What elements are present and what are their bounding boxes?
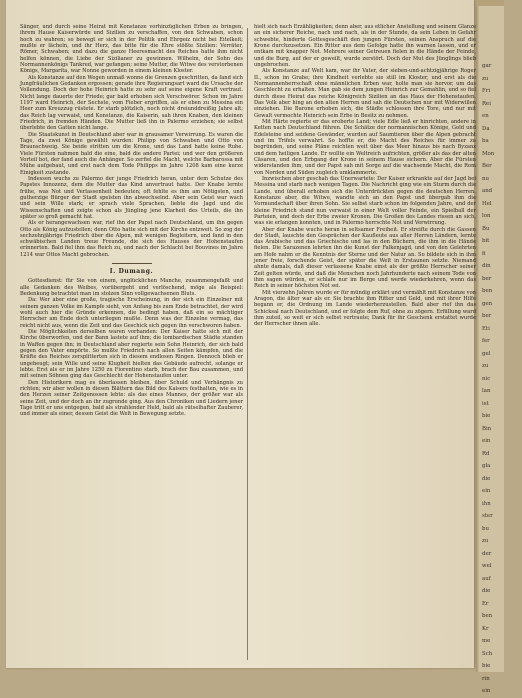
next-page-fragment: Sch (482, 650, 493, 657)
next-page-fragment: ba (482, 138, 489, 144)
next-page-fragment: Ber (482, 163, 492, 169)
next-page-fragment: and (482, 188, 493, 194)
next-page-fragment: gar (482, 63, 492, 69)
next-page-fragment: ist (482, 400, 489, 407)
next-page-fragment: bie (482, 663, 491, 669)
next-page-fragment: Er (482, 600, 489, 607)
next-page-fragment: ihn (482, 500, 491, 507)
next-page-fragment: der (482, 550, 492, 557)
paragraph: Als Konstanze auf Welt kam, war ihr Vater, der sieben-und-achtzigjährige Roger II., schon im Grabe; ihre Kindheit verlebte sie still im Kloster, und erst als die Normannenherrschaft ohne männlichen Erben war, holte man sie hervor, um das Geschlecht zu erhalten. Man gab sie dem jungen Heinrich zur Gemahlin, und so fiel durch diese Heirat das reiche Königreich Sizilien an das Haus der Hohenstaufen. Das Volk aber hing an den alten Herren und sah die Deutschen nur mit Widerwillen einziehen. Die Barone erhoben sich, die Städte schlossen ihre Tore, und nur mit Gewalt vermochte Heinrich sein Erbe in Besitz zu nehmen. (254, 68, 476, 119)
next-page-fragment: Hel (482, 200, 492, 207)
next-page-fragment: zu (482, 75, 489, 82)
next-page-fragment: Da (482, 125, 490, 132)
paragraph: Als er herangewachsen war, rief ihn der Papst nach Deutschland, um ihn gegen Otto als König aufzustellen; denn Otto hatte sich mit der Kirche entzweit. So zog der sechzehnjährige Friedrich über die Alpen, mit wenigen Begleitern, und fand in den schwäbischen Landen treue Freunde, die sich des Hauses der Hohenstaufen erinnerten. Bald fiel ihm das Reich zu, und nach der Schlacht bei Bouvines im Jahre 1214 war Ottos Macht gebrochen. (20, 220, 243, 258)
next-page-fragment: ben (482, 288, 493, 294)
paragraph: Aber der Knabe wuchs heran in seltsamer Freiheit. Er streifte durch die Gassen der Stadt, lauschte den Gesprächen der Kaufleute aus aller Herren Ländern, lernte das Arabische und das Griechische und las in den Büchern, die ihm in die Hände fielen. Die Sarazenen lehrten ihn die Kunst der Falkenjagd, und von den Gelehrten am Hofe nahm er die Kenntnis der Sterne und der Natur an. So bildete sich in ihm jener freie, forschende Geist, der später die Welt in Erstaunen setzte. Niemand ahnte damals, daß dieser verlassene Knabe einst als der größte Herrscher seiner Zeit gelten würde, und daß die Menschen noch Jahrhunderte nach seinem Tode von ihm sagen würden, er schlafe nur im Berge und werde wiederkehren, wenn das Reich in seiner höchsten Not sei. (254, 226, 476, 290)
next-page-fragment: Eti (482, 325, 490, 332)
page-corner (476, 0, 504, 6)
paragraph: Da: Wer aber eine große, tragische Erscheinung, in der sich ein Einzelner mit seinem ganzen Volke im Kampfe sieht, von Anfang bis zum Ende betrachtet, der wird wohl auch hier die Gründe erkennen, die bedingt haben, daß ein so mächtiger Herrscher am Ende doch unterliegen mußte. Denn was der Einzelne vermag, das reicht nicht aus, wenn die Zeit und das Geschick sich gegen ihn verschworen haben. (20, 297, 243, 329)
next-page-fragment: ein (482, 488, 491, 494)
next-page-fragment: Kr (482, 625, 489, 632)
next-page-fragment: bu (482, 525, 489, 532)
next-page-fragment: bit (482, 238, 490, 244)
next-page-fragment: gla (482, 463, 491, 469)
next-page-fragment: Bu (482, 225, 490, 232)
paragraph: Die Staatskunst in Deutschland aber war in grausamer Verwirrung. Es waren die Tage, da zwei Könige gewählt wurden: Philipp von Schwaben und Otto von Braunschweig. Sie beide stritten um die Krone, und das Land hatte keine Ruhe. Viele Fürsten nahmen bald die eine, bald die andere Partei; und wer den größeren Vorteil bot, der fand auch die Anhänger. So zerfiel die Macht, welche Barbarossa mit Mühe aufgebaut, und erst nach dem Tode Philipps im Jahre 1208 kam eine kurze Einigkeit zustande. (20, 131, 243, 176)
next-page-fragment: gel (482, 350, 491, 357)
next-page-fragment: nic (482, 375, 491, 382)
next-page-fragment: zu (482, 538, 489, 544)
next-page-fragment: Bin (482, 425, 492, 432)
text-column-left (20, 24, 243, 664)
paragraph: Mit vierzehn Jahren wurde er für mündig erklärt und vermählt mit Konstanze von Aragon, die älter war als er. Sie brachte ihm Ritter und Geld, und mit ihrer Hilfe begann er, die Ordnung im Lande wiederherzustellen. Bald aber rief ihn das Schicksal nach Deutschland, und er folgte dem Ruf, ohne zu zögern. Erfüllung ward ihm zuteil, so weit er sich selbst vertraute; Dank für ihr Geschenk erstattet wurde der Herrscher ihnen alle. (254, 289, 476, 328)
next-page-fragment: lan (482, 388, 491, 394)
next-page-edge (476, 0, 504, 694)
next-page-fragment: ein (482, 688, 491, 694)
next-page-fragment: Rd (482, 450, 490, 457)
paragraph: hielt sich nach Erzähligkeiten; denn aber, aus etlicher Anstellung und seinem Glanze an ein sicherer Reiche, nach und nach, als in der Stunde, da sein Leben in Gefahr schwebte, hinderte Gottesgeschäft den jungen Fürsten, seinen Anspruch auf die Krone durchzusetzen. Ein Ritter aus dem Gefolge hatte ihn warnen lassen, und er entkam mit knapper Not. Mehrere seiner Getreuen fielen in die Hände der Feinde, und die Burg, auf der er geweilt, wurde zerstört. Doch der Mut des Jünglings blieb ungebrochen. (254, 24, 476, 68)
paragraph: Die Möglichkeiten derselben waren vorhanden: Der Kaiser hatte sich mit der Kirche überworfen, und der Bann lastete auf ihm; die lombardischen Städte standen in Waffen gegen ihn; in Deutschland aber regierte sein Sohn Heinrich, der sich bald gegen den Vater empörte. So mußte Friedrich nach allen Seiten kämpfen, und die Kräfte des Reiches zersplitterten sich in diesem endlosen Ringen. Dennoch blieb er ungebeugt; sein Wille und seine Klugheit hielten das Gebäude aufrecht, solange er lebte. Erst als er im Jahre 1250 zu Fiorentino starb, brach der Bau zusammen, und mit seinen Söhnen ging das Geschlecht der Hohenstaufen unter. (20, 329, 243, 380)
paragraph: Den Historikern mag es überlassen bleiben, über Schuld und Verhängnis zu richten; wir aber wollen in diesen Blättern das Bild des Kaisers festhalten, wie es in den Herzen seiner Zeitgenossen lebte: als das eines Mannes, der größer war als seine Zeit, und der doch an ihr zugrunde ging. Aus den Chroniken und Liedern jener Tage tritt er uns entgegen, bald als strahlender Held, bald als rätselhafter Zauberer, und immer als einer, dessen Geist die Welt in Bewegung setzte. (20, 379, 243, 418)
section-separator (112, 263, 152, 264)
next-page-fragment: din (482, 263, 491, 269)
next-page-fragment: zu (482, 363, 489, 369)
next-page-fragment: Mon (482, 150, 495, 157)
next-page-fragment: nu (482, 175, 489, 182)
next-page-fragment: auf (482, 575, 491, 582)
next-page-fragment: rin (482, 675, 490, 682)
section-heading: I. Dumang. (109, 268, 154, 276)
paragraph: Sänger, und durch seine Heirat mit Konstanze vorhinzüglichen Erben zu bringen, ihrem Hause Kaiserwürde und Sizilien zu verschaffen, von den Schwaben, schon hoch zu wahren; so bewegt er sich in der Politik und Ehrgeiz nicht bei Eitelkeit; mußte er lächeln, und ihr Herz, das bitte für die Ehre stößte Sizilien: Verräter, Römer, Schwaben; und dazu die ganze Heeresmacht des Reiches hatte ihm nicht helfen können, die Liebe der Sizilianer zu gewinnen. Wilhelm, der Sohn des Normannenkönigs Tankred, war gefangen; seine Mutter, die Witwe des verstorbenen Königs, Margarita, war Nonne geworden in einem kleinen Kloster. (20, 24, 243, 75)
paragraph: Inzwischen aber geschah das Unerwartete: Der Kaiser erkrankte auf der Jagd bei Messina und starb nach wenigen Tagen. Die Nachricht ging wie ein Sturm durch die Lande, und überall erhoben sich die Unterdrückten gegen die deutschen Herren. Konstanze aber, die Witwe, wandte sich an den Papst und übergab ihm die Vormundschaft über ihren Sohn. Sie selbst starb schon im folgenden Jahre, und der kleine Friedrich stand nun verwaist in einer Welt voller Feinde, ein Spielball der Parteien, und doch der Erbe zweier Kronen. Die Großen des Landes rissen an sich, was sie erlangen konnten, und in Palermo herrschte Not und Verwirrung. (254, 175, 476, 227)
next-page-fragment: Rei (482, 100, 491, 107)
book-page (6, 0, 474, 668)
text-column-right (254, 24, 476, 664)
next-page-fragment: ben (482, 613, 493, 619)
next-page-fragment: en (482, 113, 489, 119)
next-page-fragment: fer (482, 338, 490, 344)
next-page-fragment: bie (482, 413, 491, 419)
next-page-fragment: ber (482, 313, 492, 319)
next-page-fragment: die (482, 475, 491, 482)
page-fold-shadow (476, 0, 479, 672)
paragraph: Gottesdienst: für Sie von einem, unglücklichen Manche, zusammengefaßt und alle Gedanken des Weibes, vorübergeht und verlöschend, möge als Beispiel: Bedenkung betrachtet man im stolzen Sinn vollgewachsenen Bluts. (20, 278, 243, 298)
paragraph: Mit Härte regierte er das eroberte Land; viele Edle ließ er hinrichten, andere in Ketten nach Deutschland führen. Die Schätze der normannischen Könige, Gold und Edelsteine und seidene Gewänder, wurden auf Saumtieren über die Alpen gebracht und im Trifels verwahrt. So hoffte er, die Macht des Reiches für immer zu begründen, und seine Pläne reichten weit über das Meer hinaus bis nach Byzanz und dem heiligen Lande. Er wollte ein Weltreich aufrichten, größer als das der alten Cäsaren, und den Erbgang der Krone in seinem Hause sichern. Aber die Fürsten widerstanden ihm, und der Papst sah mit Sorge auf die wachsende Macht, die Rom von Norden und Süden zugleich umklammerte. (254, 118, 476, 176)
next-page-fragment: die (482, 588, 491, 594)
next-page-fragment: ein (482, 438, 491, 444)
column-divider (247, 28, 248, 660)
next-page-fragment: Fri (482, 88, 491, 94)
paragraph: Indessen wuchs zu Palermo der junge Friedrich heran, unter dem Schutze des Papstes Innozenz, dem die Mutter das Kind anvertraut hatte. Der Knabe lernte frühe, was Not und Verlassenheit bedeuten; oft fehlte es ihm am Nötigsten, und gutherzige Bürger der Stadt speisten ihn abwechselnd. Aber sein Geist war wach und sein Wille stark; er sprach viele Sprachen, liebte die Jagd und die Wissenschaften und zeigte schon als Jüngling jene Klarheit des Urteils, die ihn später so groß gemacht hat. (20, 175, 243, 220)
next-page-fragment: fi (482, 250, 486, 257)
next-page-fragment: me (482, 638, 491, 644)
next-page-fragment: gen (482, 300, 493, 307)
paragraph: Als Konstanze auf den Wegen unmaß wonne die Grenzen geschritten, da fand sich Jungfräulichen Gedanken ergossen; gerade ihre Regierungsart ward die Ursache der Vollendung. Doch der hohe Heinrich hatte zu sehr auf seine eigene Kraft vertraut. Nicht lange dauerte der Friede; gar bald erhoben sich Verschwörer. Schon im Jahre 1197 ward Heinrich, der Sechste, vom Fieber ergriffen, als er eben zu Messina ein Heer zum Kreuzzug rüstete. Er starb plötzlich, noch nicht dreiunddreißig Jahre alt; das Reich lag verwaist, und Konstanze, die Kaiserin, sah ihren Knaben, den kleinen Friedrich, in fremden Händen. Die Mutter ließ ihn in Palermo erziehen; sie selbst überlebte den Gatten nicht lange. (20, 74, 243, 132)
next-page-text-fragments (482, 60, 522, 698)
next-page-fragment: ster (482, 513, 493, 519)
next-page-fragment: wel (482, 563, 492, 569)
next-page-fragment: ber (482, 275, 492, 282)
next-page-fragment: lon (482, 213, 491, 219)
